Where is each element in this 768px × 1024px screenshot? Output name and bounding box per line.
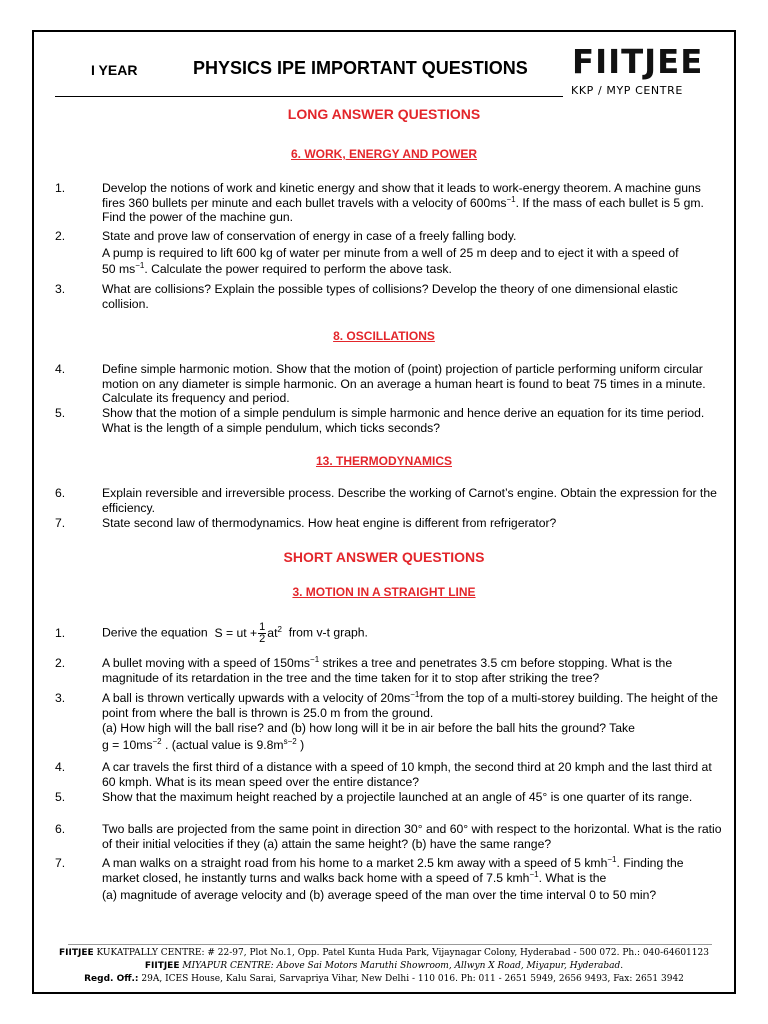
footer-miyapur: FIITJEE MIYAPUR CENTRE: Above Sai Motors Maruthi Showroom, Allwyn X Road, Miyapur, Hyderabad. [144, 961, 624, 971]
question-text: State and prove law of conservation of energy in case of a freely falling body. A pump is required to lift 600 kg of water per minute from a well of 25 m deep and to eject it with a speed of 50 $ms^{-1}$. Calculate the power required to perform the above task. [102, 229, 679, 276]
question-number: 6. [55, 822, 66, 836]
question-number: 7. [55, 516, 66, 530]
question-number: 2. [55, 656, 66, 670]
question-text: A ball is thrown vertically upwards with a velocity of $20ms^{-1}from$ the top of a multi-storey building. The height of the point from where the ball is thrown is 25.0 m from the ground. (a) How high will the ball rise? and (b) how long will it be in air before the ball hits the ground? Take $g = 10ms^{-2}$ . (actual value is $9.8m^{s-2}$ ) [102, 689, 718, 752]
logo-text: FIITJEE [572, 42, 704, 81]
footer-regd: Regd. Off.: 29A, ICES House, Kalu Sarai, Sarvapriya Vihar, New Delhi - 110 016. Ph: 011 - 2651 5949, 2656 9493, Fax: 2651 3942 [84, 974, 684, 984]
question-number: 7. [55, 856, 66, 870]
question-number: 1. [55, 181, 66, 195]
question-text: Define simple harmonic motion. Show that the motion of (point) projection of particle performing uniform circular motion on any diameter is simple harmonic. On an average a human heart is found to beat 75 times in a minute. Calculate its frequency and period. [102, 362, 706, 405]
section-thermo-label: 13. THERMODYNAMICS [315, 454, 452, 468]
footer-kukatpally: FIITJEE KUKATPALLY CENTRE: # 22-97, Plot No.1, Opp. Patel Kunta Huda Park, Vijaynagar Colony, Hyderabad - 500 072. Ph.: 040-64601123 [59, 948, 709, 958]
question-text: Show that the maximum height reached by a projectile launched at an angle of 45° is one quarter of its range. [102, 790, 693, 804]
fiitjee-logo [566, 42, 712, 82]
section-thermodynamics [0, 454, 768, 468]
header-rule [55, 96, 563, 97]
short-answer-heading: SHORT ANSWER QUESTIONS [283, 549, 485, 565]
footer-rule [68, 944, 712, 945]
question-number: 5. [55, 790, 66, 804]
year-label: I YEAR [91, 62, 138, 78]
question-text: A car travels the first third of a distance with a speed of 10 kmph, the second third at 20 kmph and the last third at 60 kmph. What is its mean speed over the entire distance? [102, 760, 712, 789]
question-text: Develop the notions of work and kinetic energy and show that it leads to work-energy theorem. A machine guns fires 360 bullets per minute and each bullet travels with a velocity of $600ms^{-1}$. If the mass of each bullet is 5 gm. Find the power of the machine gun. [102, 181, 704, 224]
page-title: PHYSICS IPE IMPORTANT QUESTIONS [193, 58, 528, 78]
question-number: 4. [55, 362, 66, 376]
question-text: Two balls are projected from the same point in direction 30° and 60° with respect to the horizontal. What is the ratio of their initial velocities if they (a) attain the same height? (b) have the same range? [102, 822, 722, 851]
question-text: State second law of thermodynamics. How heat engine is different from refrigerator? [102, 516, 557, 530]
footer-brand: FIITJEE [144, 961, 180, 971]
section-work-label: 6. WORK, ENERGY AND POWER [290, 147, 478, 161]
section-motion-label: 3. MOTION IN A STRAIGHT LINE [292, 585, 476, 599]
question-number: 2. [55, 229, 66, 243]
question-number: 6. [55, 486, 66, 500]
question-text: Explain reversible and irreversible process. Describe the working of Carnot’s engine. Obtain the expression for the efficiency. [102, 486, 717, 515]
section-work-energy [0, 147, 768, 161]
question-number: 4. [55, 760, 66, 774]
question-text: What are collisions? Explain the possible types of collisions? Develop the theory of one dimensional elastic collision. [102, 282, 678, 311]
equation: S = ut + $\frac{1}{2}$ $at^2$ [214, 621, 282, 645]
section-osc-label: 8. OSCILLATIONS [333, 329, 435, 343]
question-number: 3. [55, 282, 66, 296]
question-text: Derive the equation S = ut + $\frac{1}{2}$ $at^2$ from v-t graph. [102, 621, 368, 645]
question-text: A man walks on a straight road from his home to a market 2.5 km away with a speed of 5 kmh$^{-1}$. Finding the market closed, he instantly turns and walks back home with a speed of 7.5 kmh$^{-1}$. What is the (a) magnitude of average velocity and (b) average speed of the man over the time interval 0 to 50 min? [102, 854, 684, 902]
long-answer-heading: LONG ANSWER QUESTIONS [287, 106, 481, 122]
footer-brand: FIITJEE [59, 948, 94, 958]
section-oscillations [0, 329, 768, 343]
question-number: 5. [55, 406, 66, 420]
question-number: 3. [55, 691, 66, 705]
question-text: A bullet moving with a speed of $150ms^{-1}$ strikes a tree and penetrates 3.5 cm before stopping. What is the magnitude of its retardation in the tree and the time taken for it to stop after striking the tree? [102, 654, 673, 685]
question-number: 1. [55, 626, 66, 640]
section-motion [0, 585, 768, 599]
question-text: Show that the motion of a simple pendulum is simple harmonic and hence derive an equation for its time period. What is the length of a simple pendulum, which ticks seconds? [102, 406, 705, 435]
centre-label: KKP / MYP CENTRE [571, 84, 683, 97]
